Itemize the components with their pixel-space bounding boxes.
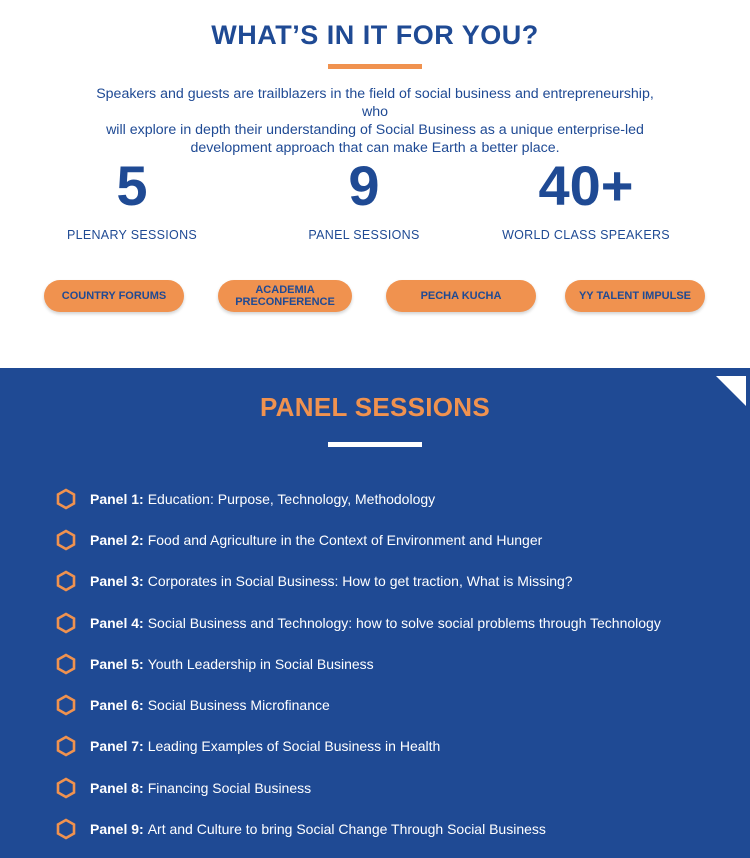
stat-speakers [476,156,696,242]
panel-topic: Art and Culture to bring Social Change Through Social Business [147,821,546,838]
panel-topic: Food and Agriculture in the Context of Environment and Hunger [147,531,543,548]
panel-topic: Corporates in Social Business: How to get traction, What is Missing? [147,573,573,590]
panel-name: Panel 8: [90,779,144,796]
country-forums-button[interactable]: COUNTRY FORUMS [44,280,184,312]
panel-sessions-title: PANEL SESSIONS [259,392,491,422]
hexagon-outline-icon [56,735,76,757]
panel-name: Panel 5: [90,655,144,672]
panel-sessions-section [0,368,750,858]
panel-name: Panel 9: [90,821,144,838]
stat-number: 40+ [538,154,634,217]
list-item [56,519,736,560]
intro-line: development approach that can make Earth a better place. [190,140,560,156]
hexagon-outline-icon [56,612,76,634]
intro-line: will explore in depth their understanding of Social Business as a unique enterprise-led [106,122,644,138]
stat-panel-sessions [254,156,474,242]
intro-paragraph [90,85,660,157]
section-title: WHAT’S IN IT FOR YOU? [211,20,539,50]
intro-line: Speakers and guests are trailblazers in the field of social business and entrepreneurship, who [96,86,654,120]
panel-name: Panel 4: [90,614,144,631]
stat-plenary-sessions [22,156,242,242]
stat-number: 5 [116,154,148,217]
hexagon-outline-icon [56,653,76,675]
button-label-line: ACADEMIA [255,284,315,296]
hexagon-outline-icon [56,694,76,716]
list-item [56,602,736,643]
panel-name: Panel 6: [90,697,144,714]
hexagon-outline-icon [56,488,76,510]
panel-title-underline [328,442,422,447]
list-item [56,726,736,767]
panel-topic: Leading Examples of Social Business in Health [147,738,441,755]
list-item [56,561,736,602]
academia-preconference-button[interactable] [218,280,352,312]
panel-list [56,478,736,850]
list-item [56,808,736,849]
panel-topic: Education: Purpose, Technology, Methodology [147,490,436,507]
hexagon-outline-icon [56,529,76,551]
hexagon-outline-icon [56,570,76,592]
list-item [56,643,736,684]
stat-label: PLENARY SESSIONS [66,228,198,242]
whats-in-it-section [0,0,750,368]
hexagon-outline-icon [56,818,76,840]
pecha-kucha-button[interactable]: PECHA KUCHA [386,280,536,312]
yy-talent-impulse-button[interactable]: YY TALENT IMPULSE [565,280,705,312]
list-item [56,684,736,725]
stat-label: WORLD CLASS SPEAKERS [502,228,670,242]
panel-topic: Social Business and Technology: how to solve social problems through Technology [147,614,661,631]
panel-topic: Youth Leadership in Social Business [147,655,374,672]
panel-name: Panel 1: [90,490,144,507]
button-label-line: PRECONFERENCE [235,296,335,308]
panel-name: Panel 2: [90,531,144,548]
panel-name: Panel 3: [90,573,144,590]
title-underline [328,64,422,69]
stat-label: PANEL SESSIONS [308,228,420,242]
list-item [56,478,736,519]
stat-number: 9 [348,154,380,217]
panel-topic: Social Business Microfinance [147,697,330,714]
list-item [56,767,736,808]
hexagon-outline-icon [56,777,76,799]
panel-topic: Financing Social Business [147,779,312,796]
panel-name: Panel 7: [90,738,144,755]
